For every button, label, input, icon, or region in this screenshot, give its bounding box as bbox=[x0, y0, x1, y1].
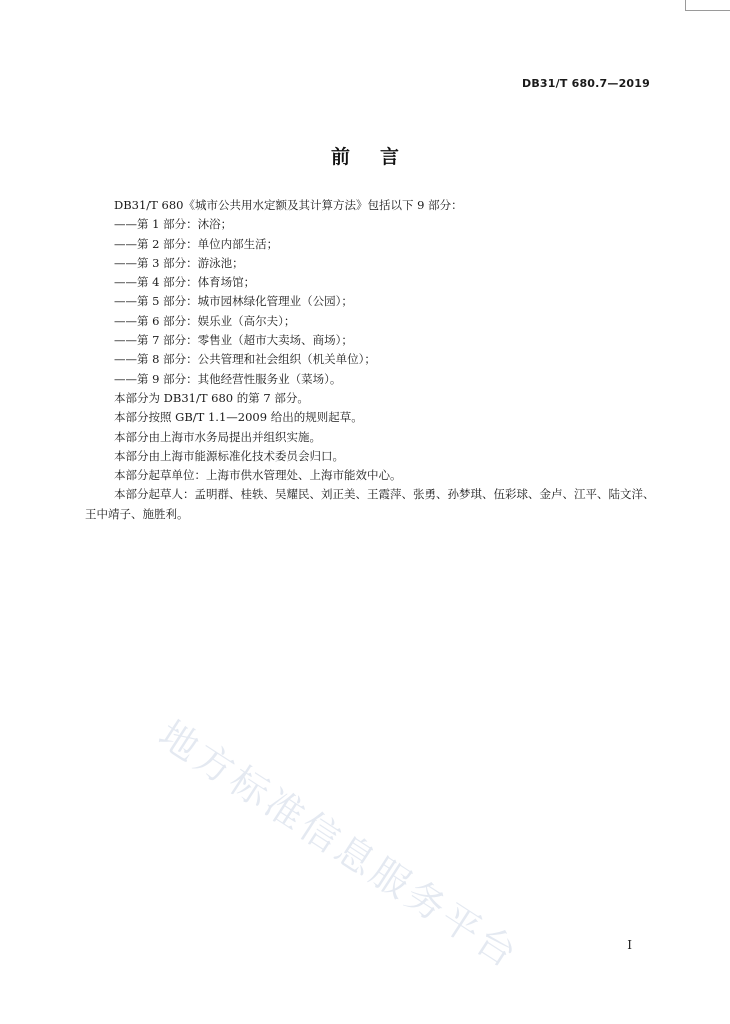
foreword-line: ——第 3 部分：游泳池； bbox=[114, 255, 244, 270]
foreword-line: 本部分由上海市能源标准化技术委员会归口。 bbox=[114, 448, 344, 463]
foreword-line: ——第 7 部分：零售业（超市大卖场、商场）； bbox=[114, 333, 353, 348]
foreword-line: ——第 2 部分：单位内部生活； bbox=[114, 236, 279, 251]
foreword-line: 本部分起草单位：上海市供水管理处、上海市能效中心。 bbox=[114, 468, 402, 483]
foreword-line: ——第 5 部分：城市园林绿化管理业（公园）； bbox=[114, 294, 353, 309]
foreword-line: ——第 4 部分：体育场馆； bbox=[114, 275, 256, 290]
foreword-line: ——第 1 部分：沐浴； bbox=[114, 217, 233, 232]
page-number: I bbox=[627, 938, 632, 952]
foreword-line: 本部分为 DB31/T 680 的第 7 部分。 bbox=[114, 390, 309, 405]
watermark: 地方标准信息服务平台 bbox=[151, 711, 528, 978]
foreword-line: DB31/T 680《城市公共用水定额及其计算方法》包括以下 9 部分： bbox=[114, 198, 463, 212]
foreword-line: 王中靖子、施胜利。 bbox=[85, 506, 189, 521]
document-code: DB31/T 680.7—2019 bbox=[522, 77, 650, 90]
scan-corner-mark bbox=[685, 0, 730, 11]
foreword-line: ——第 8 部分：公共管理和社会组织（机关单位）； bbox=[114, 352, 376, 367]
page-title: 前言 bbox=[330, 146, 429, 168]
foreword-line: 本部分按照 GB/T 1.1—2009 给出的规则起草。 bbox=[114, 410, 363, 425]
foreword-line: ——第 6 部分：娱乐业（高尔夫）； bbox=[114, 313, 296, 328]
foreword-line: 本部分起草人：孟明群、桂轶、吴耀民、刘正美、王霞萍、张勇、孙梦琪、伍彩球、金卢、江平、陆文洋、 bbox=[114, 487, 655, 502]
foreword-line: 本部分由上海市水务局提出并组织实施。 bbox=[114, 429, 321, 444]
foreword-body bbox=[85, 196, 660, 524]
foreword-line: ——第 9 部分：其他经营性服务业（菜场）。 bbox=[114, 371, 342, 386]
